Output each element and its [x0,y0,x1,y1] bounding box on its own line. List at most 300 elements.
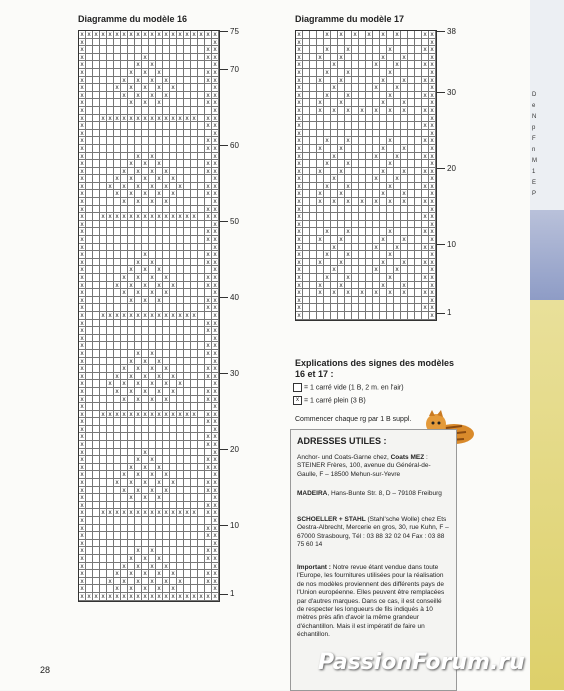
grid-cell: x [205,441,212,449]
grid-cell: x [163,198,170,206]
side-letter: D [532,92,537,98]
grid-cell [156,304,163,312]
grid-cell [324,61,331,69]
grid-cell [163,236,170,244]
grid-cell: x [86,593,93,601]
grid-cell [142,433,149,441]
grid-cell [93,335,100,343]
grid-cell: x [205,228,212,236]
grid-cell [198,198,205,206]
grid-cell [142,77,149,85]
grid-cell [338,289,345,297]
grid-cell [373,77,380,85]
grid-cell [107,190,114,198]
grid-cell [198,403,205,411]
grid-cell [380,130,387,138]
grid-cell: x [387,160,394,168]
grid-cell: x [79,183,86,191]
grid-cell [107,479,114,487]
grid-cell [184,198,191,206]
grid-cell [191,380,198,388]
grid-cell: x [338,190,345,198]
grid-cell [373,54,380,62]
grid-cell [86,396,93,404]
grid-cell [401,251,408,259]
grid-cell [170,77,177,85]
grid-cell: x [373,175,380,183]
grid-cell [198,259,205,267]
grid-cell [205,585,212,593]
grid-cell [170,464,177,472]
grid-cell: x [380,31,387,39]
grid-cell [107,77,114,85]
grid-cell [114,487,121,495]
grid-cell [177,61,184,69]
grid-cell [86,312,93,320]
legend-full-text: = 1 carré plein (3 B) [304,397,366,405]
grid-cell: x [121,274,128,282]
grid-cell: x [135,456,142,464]
grid-cell [177,426,184,434]
grid-cell [142,107,149,115]
grid-cell [198,122,205,130]
grid-cell [191,342,198,350]
grid-cell [93,39,100,47]
grid-cell [86,449,93,457]
grid-cell: x [387,107,394,115]
grid-cell [366,61,373,69]
grid-cell [149,122,156,130]
grid-cell [107,297,114,305]
grid-cell [100,532,107,540]
grid-cell: x [128,464,135,472]
grid-cell: x [422,304,429,312]
grid-cell: x [429,259,436,267]
grid-cell: x [296,297,303,305]
grid-cell: x [156,494,163,502]
grid-cell: x [128,69,135,77]
grid-cell: x [107,380,114,388]
grid-cell [191,183,198,191]
grid-cell [394,190,401,198]
grid-cell [100,221,107,229]
grid-cell [163,494,170,502]
grid-cell [373,282,380,290]
grid-cell [135,266,142,274]
grid-cell [338,107,345,115]
grid-cell [128,449,135,457]
grid-cell: x [387,137,394,145]
grid-cell: x [345,160,352,168]
grid-cell [184,479,191,487]
grid-cell [387,282,394,290]
grid-cell: x [128,570,135,578]
grid-cell: x [317,236,324,244]
grid-cell: x [205,168,212,176]
grid-cell [310,168,317,176]
grid-cell: x [142,449,149,457]
grid-cell [324,115,331,123]
grid-cell: x [79,593,86,601]
grid-cell [149,441,156,449]
grid-cell: x [212,297,219,305]
row-number-label: 30 [220,369,239,378]
grid-cell [177,92,184,100]
grid-cell [100,236,107,244]
grid-cell [142,183,149,191]
grid-cell: x [163,274,170,282]
grid-cell [93,54,100,62]
grid-cell [163,373,170,381]
grid-cell: x [205,350,212,358]
grid-cell [394,274,401,282]
grid-cell [142,525,149,533]
grid-cell [359,99,366,107]
grid-cell: x [135,350,142,358]
grid-cell [324,312,331,320]
grid-cell [387,304,394,312]
grid-cell: x [100,509,107,517]
grid-cell [324,130,331,138]
grid-cell [415,221,422,229]
grid-cell [156,471,163,479]
row-number-label: 1 [220,589,234,598]
grid-cell [415,77,422,85]
grid-cell [114,69,121,77]
grid-cell [184,358,191,366]
grid-cell [86,502,93,510]
grid-cell [170,525,177,533]
grid-cell [191,175,198,183]
grid-cell [86,183,93,191]
grid-cell [100,122,107,130]
grid-cell [422,160,429,168]
grid-cell [93,282,100,290]
grid-cell: x [429,297,436,305]
grid-cell [415,251,422,259]
important-label: Important : [297,564,331,571]
grid-cell [198,509,205,517]
grid-cell [121,190,128,198]
grid-cell [191,153,198,161]
grid-cell [331,259,338,267]
grid-cell: x [177,578,184,586]
grid-cell [387,221,394,229]
grid-cell: x [128,31,135,39]
grid-cell [205,563,212,571]
grid-cell [345,236,352,244]
grid-cell [149,342,156,350]
grid-cell: x [422,122,429,130]
grid-cell [366,228,373,236]
grid-cell [338,137,345,145]
grid-cell [359,297,366,305]
grid-cell: x [205,259,212,267]
grid-cell [345,39,352,47]
grid-cell [163,297,170,305]
grid-cell: x [121,563,128,571]
grid-cell [163,107,170,115]
grid-cell [177,563,184,571]
grid-cell [135,540,142,548]
grid-cell [93,168,100,176]
grid-cell [156,517,163,525]
grid-cell [86,411,93,419]
grid-cell [135,39,142,47]
grid-cell [177,525,184,533]
grid-cell [331,115,338,123]
grid-cell [114,160,121,168]
grid-cell: x [114,373,121,381]
grid-cell [107,396,114,404]
grid-cell [149,266,156,274]
grid-cell: x [205,190,212,198]
grid-cell [198,61,205,69]
grid-cell [142,274,149,282]
grid-cell [345,115,352,123]
grid-cell [135,525,142,533]
grid-cell [303,304,310,312]
grid-cell: x [380,236,387,244]
grid-cell [114,266,121,274]
grid-cell: x [79,335,86,343]
grid-cell: x [345,183,352,191]
grid-cell: x [114,593,121,601]
grid-cell [114,251,121,259]
grid-cell [163,525,170,533]
grid-cell [191,502,198,510]
grid-cell [380,46,387,54]
grid-cell [177,77,184,85]
grid-cell [394,282,401,290]
grid-cell [345,130,352,138]
grid-cell [163,244,170,252]
grid-cell: x [387,183,394,191]
grid-cell: x [121,365,128,373]
grid-cell [135,585,142,593]
grid-cell: x [429,99,436,107]
grid-cell [177,153,184,161]
grid-cell [114,578,121,586]
grid-cell [114,39,121,47]
grid-cell [149,479,156,487]
grid-cell [114,228,121,236]
grid-cell [86,244,93,252]
grid-cell [401,312,408,320]
grid-cell: x [331,61,338,69]
grid-cell [128,396,135,404]
grid-cell [107,403,114,411]
grid-cell [128,380,135,388]
grid-cell: x [296,107,303,115]
grid-cell [163,61,170,69]
grid-cell [303,69,310,77]
grid-cell [184,449,191,457]
grid-cell [380,251,387,259]
grid-cell [93,487,100,495]
grid-cell: x [79,266,86,274]
grid-cell [366,153,373,161]
grid-cell [408,115,415,123]
grid-cell [177,206,184,214]
grid-cell [114,274,121,282]
grid-cell [422,206,429,214]
grid-cell [198,274,205,282]
grid-cell [121,175,128,183]
grid-cell [177,198,184,206]
grid-cell: x [114,479,121,487]
grid-cell [198,183,205,191]
grid-cell [107,350,114,358]
grid-cell [163,221,170,229]
grid-cell [408,153,415,161]
grid-cell [128,350,135,358]
grid-cell [121,456,128,464]
grid-cell: x [429,289,436,297]
grid-cell [142,418,149,426]
grid-cell [352,251,359,259]
grid-cell: x [296,175,303,183]
grid-cell [135,358,142,366]
grid-cell [373,274,380,282]
grid-cell [100,320,107,328]
grid-cell: x [296,289,303,297]
legend-empty [293,383,404,392]
important-note [297,564,449,640]
grid-cell [170,358,177,366]
grid-cell [310,92,317,100]
grid-cell [303,54,310,62]
grid-cell: x [79,282,86,290]
grid-cell [121,342,128,350]
grid-cell: x [170,388,177,396]
grid-cell [107,259,114,267]
grid-cell [401,206,408,214]
grid-cell: x [429,244,436,252]
grid-cell [86,107,93,115]
grid-cell [86,251,93,259]
grid-cell: x [184,312,191,320]
grid-cell [93,198,100,206]
grid-cell [135,206,142,214]
grid-cell [149,327,156,335]
grid-cell [156,320,163,328]
grid-cell [184,517,191,525]
grid-cell [198,137,205,145]
grid-cell [107,471,114,479]
grid-cell [100,39,107,47]
grid-cell [387,99,394,107]
grid-cell: x [79,509,86,517]
grid-cell: x [212,183,219,191]
grid-cell [121,228,128,236]
grid-cell [107,236,114,244]
grid-cell [345,297,352,305]
grid-cell [170,130,177,138]
grid-cell: x [100,593,107,601]
grid-cell [338,304,345,312]
grid-cell [100,502,107,510]
grid-cell [149,160,156,168]
grid-cell [86,289,93,297]
grid-cell [135,403,142,411]
grid-cell [156,137,163,145]
grid-cell: x [212,274,219,282]
grid-cell [86,403,93,411]
grid-cell: x [345,251,352,259]
grid-cell [170,532,177,540]
grid-cell [156,502,163,510]
grid-cell [198,380,205,388]
grid-cell [107,122,114,130]
grid-cell: x [135,471,142,479]
grid-cell [121,266,128,274]
grid-cell [100,342,107,350]
grid-cell [310,69,317,77]
side-letter: F [532,136,536,142]
grid-cell: x [387,46,394,54]
grid-cell: x [394,266,401,274]
grid-cell [310,297,317,305]
grid-cell [422,251,429,259]
grid-cell [380,297,387,305]
grid-cell: x [212,206,219,214]
grid-cell [149,320,156,328]
grid-cell [366,297,373,305]
grid-cell: x [170,373,177,381]
grid-cell [415,130,422,138]
grid-cell: x [121,509,128,517]
grid-cell [107,502,114,510]
grid-cell [128,206,135,214]
grid-cell [156,380,163,388]
grid-cell: x [212,358,219,366]
grid-cell [198,449,205,457]
grid-cell [394,69,401,77]
grid-cell [394,213,401,221]
grid-cell: x [296,274,303,282]
grid-cell: x [205,509,212,517]
grid-cell [86,69,93,77]
grid-cell [135,297,142,305]
grid-cell [198,213,205,221]
grid-cell [128,547,135,555]
grid-cell [163,206,170,214]
grid-cell: x [401,145,408,153]
grid-cell: x [429,160,436,168]
grid-cell: x [156,175,163,183]
grid-cell [114,525,121,533]
grid-cell [170,578,177,586]
grid-cell [86,327,93,335]
grid-cell [177,388,184,396]
grid-cell: x [212,547,219,555]
grid-cell [394,46,401,54]
grid-cell [170,396,177,404]
grid-cell [359,160,366,168]
grid-cell: x [170,84,177,92]
grid-cell: x [79,137,86,145]
grid-cell: x [135,380,142,388]
grid-cell [191,39,198,47]
grid-cell [352,183,359,191]
grid-cell [310,122,317,130]
grid-cell [107,289,114,297]
grid-cell [107,433,114,441]
grid-cell: x [107,31,114,39]
legend-empty-text: = 1 carré vide (1 B, 2 m. en l'air) [304,384,404,392]
grid-cell [114,449,121,457]
